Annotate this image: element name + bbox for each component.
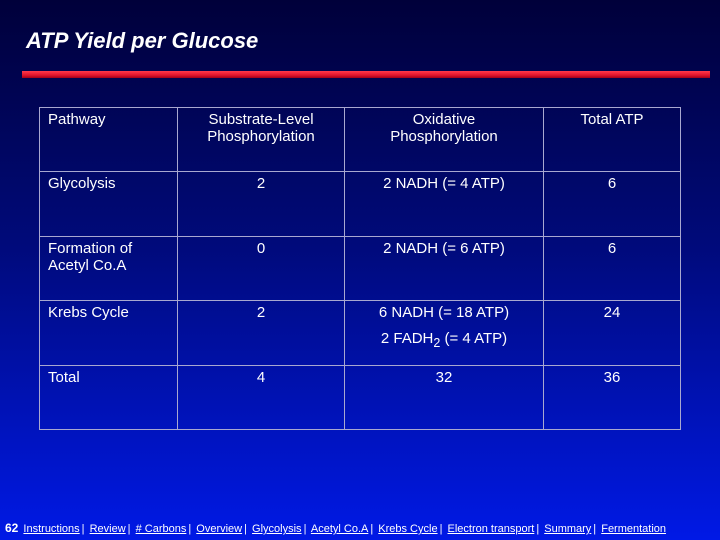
nav-separator: |	[127, 523, 131, 535]
footer-navigation	[5, 521, 666, 535]
nav-link-carbons[interactable]: # Carbons	[135, 523, 187, 535]
table-row	[40, 301, 681, 365]
cell-substrate: 2	[178, 172, 345, 236]
cell-oxidative	[345, 301, 544, 365]
table-row	[40, 365, 681, 429]
nav-separator: |	[593, 523, 597, 535]
nav-link-review[interactable]: Review	[89, 523, 126, 535]
nav-separator: |	[188, 523, 192, 535]
table-row	[40, 172, 681, 236]
fadh-suffix: (= 4 ATP)	[440, 330, 508, 348]
nav-link-glycolysis[interactable]: Glycolysis	[252, 523, 302, 535]
cell-total: 36	[544, 365, 681, 429]
cell-oxidative: 2 NADH (= 4 ATP)	[345, 172, 544, 236]
nav-link-electron-transport[interactable]: Electron transport	[447, 523, 535, 535]
header-substrate-line-1: Substrate-Level	[208, 111, 314, 128]
cell-substrate: 4	[178, 365, 345, 429]
cell-pathway-line-1: Formation of	[48, 239, 133, 257]
nav-link-overview[interactable]: Overview	[196, 523, 243, 535]
cell-oxidative-nadh: 6 NADH (= 18 ATP)	[378, 304, 510, 322]
cell-pathway: Krebs Cycle	[40, 301, 178, 365]
nav-link-instructions[interactable]: Instructions	[23, 523, 80, 535]
nav-link-fermentation[interactable]: Fermentation	[601, 523, 667, 535]
nav-separator: |	[370, 523, 374, 535]
nav-link-acetyl-coa[interactable]: Acetyl Co.A	[310, 523, 369, 535]
header-substrate-line-2: Phosphorylation	[207, 128, 315, 145]
fadh-prefix: 2 FADH	[380, 330, 434, 348]
cell-total: 24	[544, 301, 681, 365]
nav-separator: |	[81, 523, 85, 535]
header-oxidative-phosphorylation	[345, 108, 544, 172]
cell-oxidative-fadh2	[353, 330, 535, 352]
header-total-atp: Total ATP	[544, 108, 681, 172]
cell-pathway: Glycolysis	[40, 172, 178, 236]
slide-number: 62	[5, 521, 19, 535]
fadh-subscript: 2	[433, 336, 441, 351]
nav-separator: |	[303, 523, 307, 535]
cell-pathway-line-2: Acetyl Co.A	[48, 256, 127, 274]
cell-oxidative: 32	[345, 365, 544, 429]
atp-yield-table	[39, 107, 681, 430]
header-oxidative-line-1: Oxidative	[412, 111, 476, 128]
cell-substrate: 2	[178, 301, 345, 365]
nav-separator: |	[536, 523, 540, 535]
header-pathway: Pathway	[40, 108, 178, 172]
slide-title: ATP Yield per Glucose	[26, 28, 259, 53]
nav-separator: |	[244, 523, 247, 535]
header-oxidative-line-2: Phosphorylation	[390, 128, 498, 145]
cell-total: 6	[544, 172, 681, 236]
cell-pathway: Total	[40, 365, 178, 429]
table-row	[40, 236, 681, 300]
nav-separator: |	[439, 523, 443, 535]
cell-substrate: 0	[178, 236, 345, 300]
nav-link-krebs-cycle[interactable]: Krebs Cycle	[378, 523, 438, 535]
nav-link-summary[interactable]: Summary	[544, 523, 592, 535]
cell-total: 6	[544, 236, 681, 300]
cell-pathway	[40, 236, 178, 300]
cell-oxidative: 2 NADH (= 6 ATP)	[345, 236, 544, 300]
table-header-row	[40, 108, 681, 172]
header-substrate-level-phosphorylation	[178, 108, 345, 172]
title-underline-bar	[22, 71, 710, 78]
